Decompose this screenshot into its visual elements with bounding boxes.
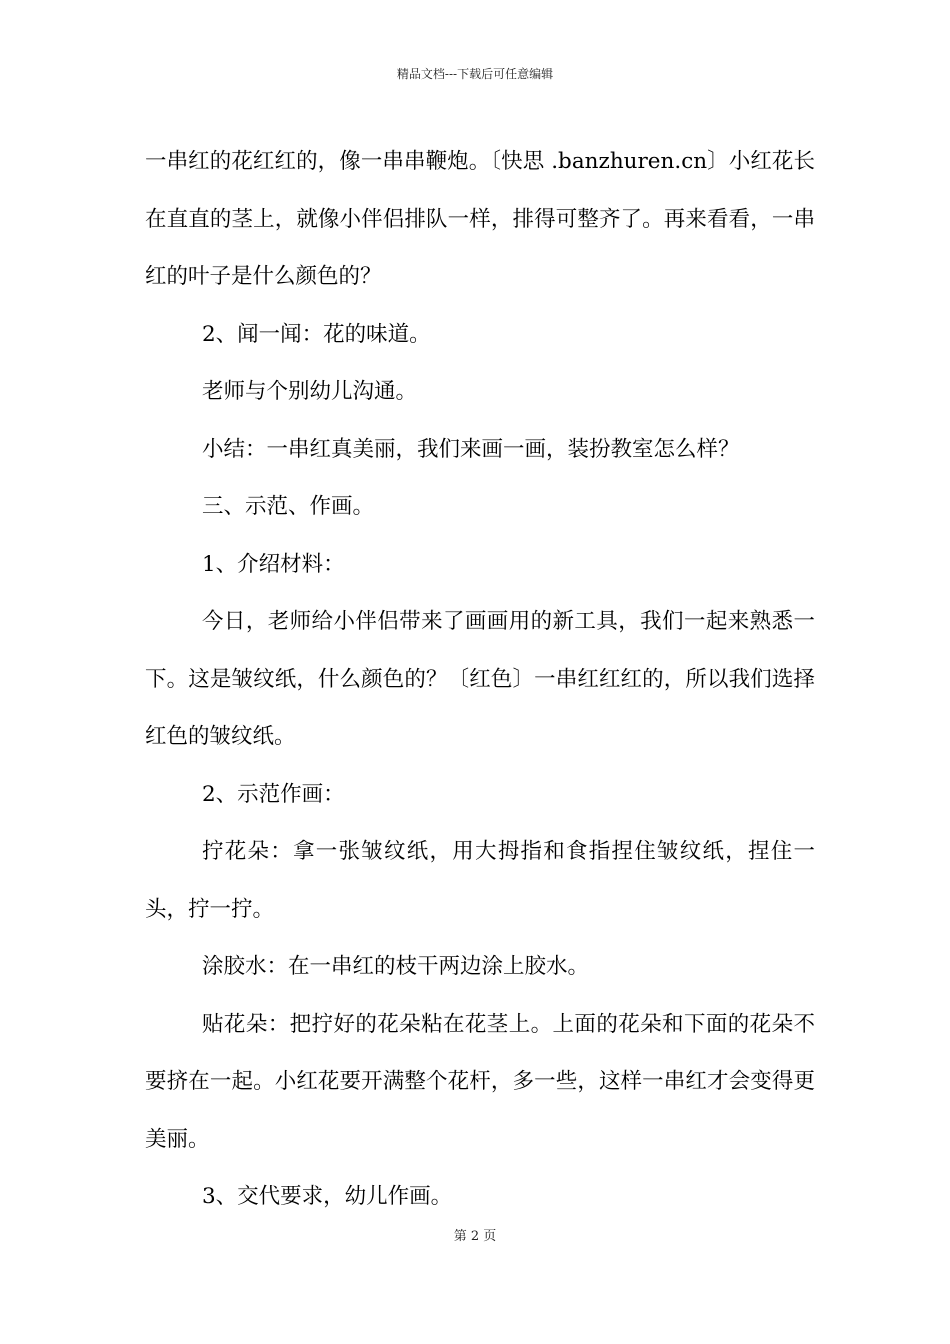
page-number: 第 2 页 xyxy=(453,1229,497,1244)
page-header: 精品文档---下载后可任意编辑 xyxy=(396,67,554,81)
paragraph: 老师与个别幼儿沟通。 xyxy=(202,379,418,404)
paragraph: 2、闻一闻：花的味道。 xyxy=(202,321,431,347)
section-heading: 三、示范、作画。 xyxy=(202,494,375,519)
paragraph: 贴花朵：把拧好的花朵粘在花茎上。上面的花朵和下面的花朵不要挤在一起。小红花要开满整个花杆，多一些，这样一串红才会变得更美丽。 xyxy=(145,1011,815,1152)
paragraph: 今日，老师给小伴侣带来了画画用的新工具，我们一起来熟悉一下。这是皱纹纸，什么颜色的？〔红色〕一串红红红的，所以我们选择红色的皱纹纸。 xyxy=(145,609,815,749)
paragraph: 一串红的花红红的，像一串串鞭炮。〔快思 .banzhuren.cn〕小红花长在直直的茎上，就像小伴侣排队一样，排得可整齐了。再来看看，一串红的叶子是什么颜色的？ xyxy=(145,149,815,289)
subsection-heading: 2、示范作画： xyxy=(202,781,345,807)
paragraph: 小结：一串红真美丽，我们来画一画，装扮教室怎么样？ xyxy=(202,436,740,462)
paragraph: 涂胶水：在一串红的枝干两边涂上胶水。 xyxy=(202,954,590,979)
subsection-heading: 1、介绍材料： xyxy=(202,551,345,577)
subsection-heading: 3、交代要求，幼儿作画。 xyxy=(202,1184,453,1209)
paragraph: 拧花朵：拿一张皱纹纸，用大拇指和食指捏住皱纹纸，捏住一头，拧一拧。 xyxy=(145,839,815,922)
body-text xyxy=(145,133,815,1226)
